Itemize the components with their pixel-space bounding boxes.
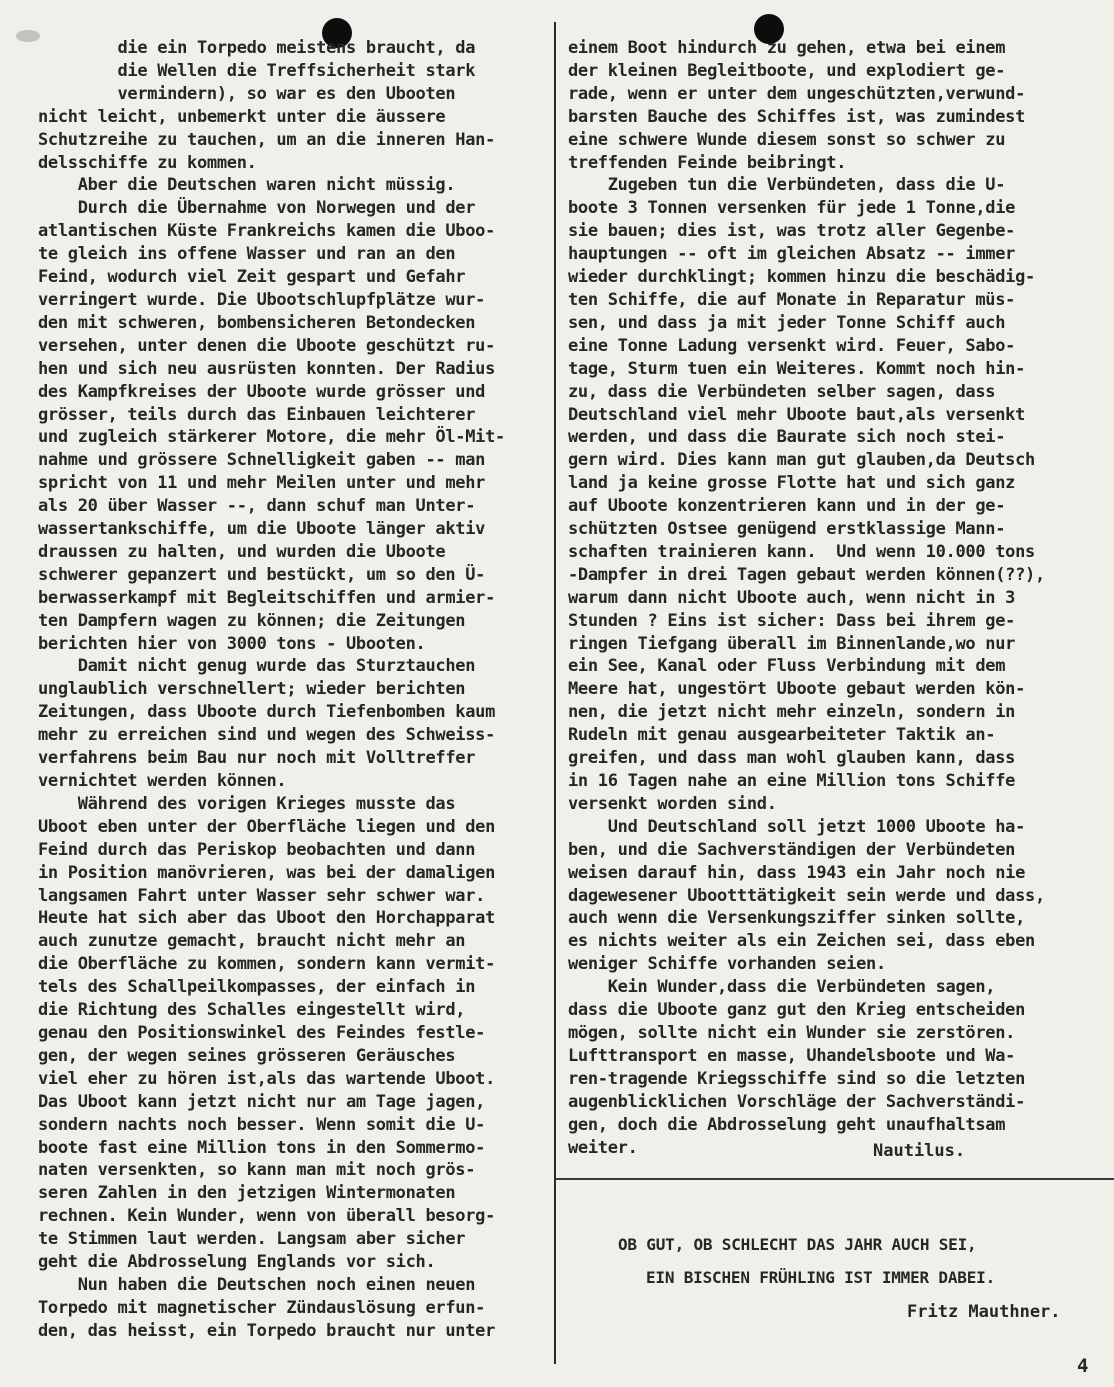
text-line: wassertankschiffe, um die Uboote länger aktiv: [38, 519, 486, 540]
text-line: Schutzreihe zu tauchen, um an die inneren Han-: [38, 129, 496, 150]
text-line: schaften trainieren kann. Und wenn 10.000 tons: [568, 541, 1035, 562]
text-line: Zeitungen, dass Uboote durch Tiefenbomben kaum: [38, 702, 496, 723]
page-number: 4: [1077, 1355, 1089, 1377]
text-line: Durch die Übernahme von Norwegen und der: [38, 198, 476, 219]
text-line: ten Dampfern wagen zu können; die Zeitungen: [38, 610, 466, 631]
text-line: boote fast eine Million tons in den Sommermo-: [38, 1137, 486, 1158]
text-line: greifen, und dass man wohl glauben kann, dass: [568, 748, 1016, 769]
right-column-text: [568, 37, 1108, 1159]
text-line: unglaublich verschnellert; wieder berichten: [38, 679, 466, 700]
text-line: es nichts weiter als ein Zeichen sei, dass eben: [568, 931, 1035, 952]
text-line: augenblicklichen Vorschläge der Sachverständi-: [568, 1091, 1026, 1112]
ink-smudge: [16, 30, 40, 42]
text-line: Kein Wunder,dass die Verbündeten sagen,: [568, 977, 996, 998]
text-line: vermindern), so war es den Ubooten: [38, 83, 456, 104]
text-line: viel eher zu hören ist,als das wartende Uboot.: [38, 1068, 496, 1089]
text-line: weisen darauf hin, dass 1943 ein Jahr noch nie: [568, 862, 1026, 883]
text-line: schwerer gepanzert und bestückt, um so den Ü-: [38, 564, 486, 585]
text-line: in Position manövrieren, was bei der damaligen: [38, 862, 496, 883]
text-line: ten Schiffe, die auf Monate in Reparatur müs-: [568, 289, 1016, 310]
text-line: boote 3 Tonnen versenken für jede 1 Tonne,die: [568, 198, 1016, 219]
text-line: die Wellen die Treffsicherheit stark: [38, 60, 476, 81]
text-line: rade, wenn er unter dem ungeschützten,verwund-: [568, 83, 1026, 104]
text-line: Lufttransport en masse, Uhandelsboote und Wa-: [568, 1045, 1016, 1066]
text-line: tels des Schallpeilkompasses, der einfach in: [38, 977, 476, 998]
text-line: auch wenn die Versenkungsziffer sinken sollte,: [568, 908, 1026, 929]
text-line: Aber die Deutschen waren nicht müssig.: [38, 175, 456, 196]
text-line: einem Boot hindurch zu gehen, etwa bei einem: [568, 38, 1006, 58]
text-line: sen, und dass ja mit jeder Tonne Schiff auch: [568, 312, 1006, 333]
column-divider: [554, 22, 556, 1364]
article-signature: Nautilus.: [873, 1141, 966, 1161]
text-line: der kleinen Begleitboote, und explodiert ge-: [568, 60, 1006, 81]
text-line: tage, Sturm tuen ein Weiteres. Kommt noch hin-: [568, 358, 1026, 379]
text-line: nen, die jetzt nicht mehr einzeln, sondern in: [568, 702, 1016, 723]
left-column-text: [38, 37, 550, 1343]
text-line: und zugleich stärkerer Motore, die mehr Öl-Mit-: [38, 427, 505, 448]
text-line: dagewesener Ubootttätigkeit sein werde und dass,: [568, 885, 1045, 906]
text-line: sondern nachts noch besser. Wenn somit die U-: [38, 1114, 486, 1135]
section-divider: [556, 1178, 1114, 1180]
text-line: Nun haben die Deutschen noch einen neuen: [38, 1274, 476, 1295]
text-line: te Stimmen laut werden. Langsam aber sicher: [38, 1229, 466, 1250]
text-line: verringert wurde. Die Ubootschlupfplätze wur-: [38, 289, 486, 310]
text-line: Heute hat sich aber das Uboot den Horchapparat: [38, 908, 496, 929]
text-line: vernichtet werden können.: [38, 771, 287, 791]
text-line: Damit nicht genug wurde das Sturztauchen: [38, 656, 476, 677]
text-line: naten versenkten, so kann man mit noch grös-: [38, 1160, 476, 1181]
text-line: eine schwere Wunde diesem sonst so schwer zu: [568, 129, 1006, 150]
text-line: treffenden Feinde beibringt.: [568, 152, 847, 173]
text-line: gern wird. Dies kann man gut glauben,da Deutsch: [568, 450, 1035, 471]
text-line: sie bauen; dies ist, was trotz aller Gegenbe-: [568, 221, 1016, 242]
text-line: gen, doch die Abdrosselung geht unaufhaltsam: [568, 1114, 1006, 1135]
text-line: Zugeben tun die Verbündeten, dass die U-: [568, 175, 1006, 196]
text-line: die ein Torpedo meistens braucht, da: [38, 38, 476, 58]
quote-line-1: OB GUT, OB SCHLECHT DAS JAHR AUCH SEI,: [618, 1235, 977, 1254]
text-line: wieder durchklingt; kommen hinzu die beschädig-: [568, 267, 1035, 288]
text-line: Rudeln mit genau ausgearbeiteter Taktik an-: [568, 725, 996, 746]
text-line: schützten Ostsee genügend erstklassige Mann-: [568, 519, 1006, 540]
text-line: auch zunutze gemacht, braucht nicht mehr an: [38, 931, 466, 952]
text-line: draussen zu halten, und wurden die Uboote: [38, 541, 446, 562]
text-line: werden, und dass die Baurate sich noch stei-: [568, 427, 1006, 448]
text-line: grösser, teils durch das Einbauen leichterer: [38, 404, 476, 425]
text-line: Meere hat, ungestört Uboote gebaut werden kön-: [568, 679, 1026, 700]
text-line: warum dann nicht Uboote auch, wenn nicht in 3: [568, 587, 1016, 608]
text-line: hauptungen -- oft im gleichen Absatz -- immer: [568, 244, 1016, 265]
text-line: -Dampfer in drei Tagen gebaut werden können(??),: [568, 564, 1045, 585]
text-line: versenkt worden sind.: [568, 793, 777, 814]
text-line: Während des vorigen Krieges musste das: [38, 793, 456, 814]
text-line: den, das heisst, ein Torpedo braucht nur unter: [38, 1320, 496, 1341]
text-line: dass die Uboote ganz gut den Krieg entscheiden: [568, 1000, 1026, 1021]
text-line: des Kampfkreises der Uboote wurde grösser und: [38, 381, 486, 402]
text-line: rechnen. Kein Wunder, wenn von überall besorg-: [38, 1206, 496, 1227]
text-line: atlantischen Küste Frankreichs kamen die Uboo-: [38, 221, 496, 242]
text-line: Uboot eben unter der Oberfläche liegen und den: [38, 816, 496, 837]
text-line: Stunden ? Eins ist sicher: Dass bei ihrem ge-: [568, 610, 1016, 631]
text-line: mehr zu erreichen sind und wegen des Schweiss-: [38, 725, 496, 746]
text-line: die Oberfläche zu kommen, sondern kann vermit-: [38, 954, 496, 975]
text-line: berwasserkampf mit Begleitschiffen und armier-: [38, 587, 496, 608]
text-line: gen, der wegen seines grösseren Geräusches: [38, 1045, 456, 1066]
text-line: hen und sich neu ausrüsten konnten. Der Radius: [38, 358, 496, 379]
text-line: nicht leicht, unbemerkt unter die äussere: [38, 106, 446, 127]
text-line: Torpedo mit magnetischer Zündauslösung erfun-: [38, 1297, 486, 1318]
text-line: die Richtung des Schalles eingestellt wird,: [38, 1000, 466, 1021]
text-line: Das Uboot kann jetzt nicht nur am Tage jagen,: [38, 1091, 486, 1112]
text-line: ein See, Kanal oder Fluss Verbindung mit dem: [568, 656, 1006, 677]
text-line: verfahrens beim Bau nur noch mit Volltreffer: [38, 748, 476, 769]
text-line: ringen Tiefgang überall im Binnenlande,wo nur: [568, 633, 1016, 654]
text-line: spricht von 11 und mehr Meilen unter und mehr: [38, 473, 486, 494]
text-line: ben, und die Sachverständigen der Verbündeten: [568, 839, 1016, 860]
text-line: barsten Bauche des Schiffes ist, was zumindest: [568, 106, 1026, 127]
text-line: Deutschland viel mehr Uboote baut,als versenkt: [568, 404, 1026, 425]
text-line: langsamen Fahrt unter Wasser sehr schwer war.: [38, 885, 486, 906]
text-line: Feind durch das Periskop beobachten und dann: [38, 839, 476, 860]
text-line: versehen, unter denen die Uboote geschützt ru-: [38, 335, 496, 356]
text-line: delsschiffe zu kommen.: [38, 152, 257, 173]
text-line: geht die Abdrosselung Englands vor sich.: [38, 1252, 436, 1273]
text-line: zu, dass die Verbündeten selber sagen, dass: [568, 381, 996, 402]
text-line: nahme und grössere Schnelligkeit gaben -- man: [38, 450, 486, 471]
quote-author: Fritz Mauthner.: [907, 1302, 1061, 1322]
text-line: weniger Schiffe vorhanden seien.: [568, 954, 886, 975]
text-line: als 20 über Wasser --, dann schuf man Unter-: [38, 496, 476, 517]
text-line: mögen, sollte nicht ein Wunder sie zerstören.: [568, 1022, 1016, 1043]
text-line: eine Tonne Ladung versenkt wird. Feuer, Sabo-: [568, 335, 1016, 356]
text-line: genau den Positionswinkel des Feindes festle-: [38, 1022, 486, 1043]
quote-line-2: EIN BISCHEN FRÜHLING IST IMMER DABEI.: [646, 1268, 996, 1287]
text-line: Und Deutschland soll jetzt 1000 Uboote ha-: [568, 816, 1026, 837]
text-line: te gleich ins offene Wasser und ran an den: [38, 244, 456, 265]
text-line: weiter.: [568, 1137, 638, 1158]
text-line: Feind, wodurch viel Zeit gespart und Gefahr: [38, 267, 466, 288]
text-line: seren Zahlen in den jetzigen Wintermonaten: [38, 1183, 456, 1204]
text-line: berichten hier von 3000 tons - Ubooten.: [38, 633, 426, 654]
text-line: land ja keine grosse Flotte hat und sich ganz: [568, 473, 1016, 494]
text-line: in 16 Tagen nahe an eine Million tons Schiffe: [568, 771, 1016, 791]
text-line: ren-tragende Kriegsschiffe sind so die letzten: [568, 1068, 1026, 1089]
text-line: auf Uboote konzentrieren kann und in der ge-: [568, 496, 1006, 517]
text-line: den mit schweren, bombensicheren Betondecken: [38, 312, 476, 333]
